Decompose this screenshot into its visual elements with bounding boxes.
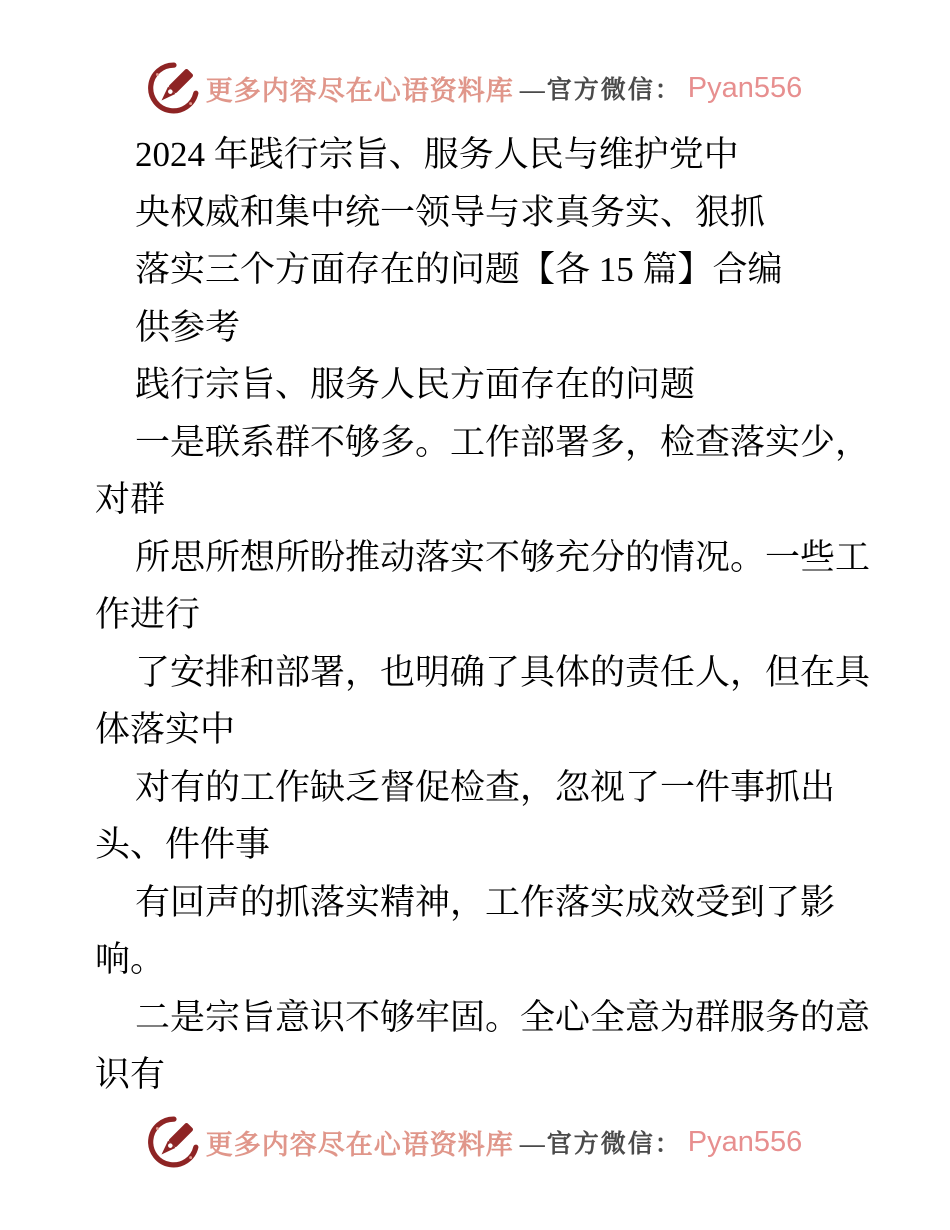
section-heading-line: 践行宗旨、服务人民方面存在的问题: [135, 365, 696, 404]
watermark-wechat-id: Pyan556: [687, 71, 803, 104]
pen-in-circle-logo-icon: [148, 1116, 200, 1168]
body-text-line: 对群: [95, 480, 166, 519]
watermark-separator-label: —官方微信：: [519, 1131, 682, 1158]
doc-title-line: 供参考: [135, 307, 241, 347]
watermark-site-label: 更多内容尽在心语资料库: [205, 1129, 514, 1160]
body-text-line: 识有: [95, 1055, 166, 1094]
doc-title-line: 央权威和集中统一领导与求真务实、狠抓: [135, 192, 766, 232]
doc-title-line: 2024 年践行宗旨、服务人民与维护党中: [135, 135, 739, 174]
body-text-line: 响。: [95, 940, 166, 979]
watermark-wechat-id: Pyan556: [687, 1125, 803, 1158]
body-text-line: 头、件件事: [95, 825, 271, 864]
document-body: [95, 126, 895, 1104]
body-text-line: 体落实中: [95, 710, 236, 749]
header-watermark: [0, 62, 950, 114]
doc-title-line: 落实三个方面存在的问题【各 15 篇】合编: [135, 250, 783, 289]
body-text-line: 二是宗旨意识不够牢固。全心全意为群服务的意: [135, 997, 871, 1037]
body-text-line: 对有的工作缺乏督促检查，忽视了一件事抓出: [135, 767, 836, 807]
watermark-separator-label: —官方微信：: [519, 77, 682, 104]
body-text-line: 了安排和部署，也明确了具体的责任人，但在具: [135, 652, 871, 692]
body-text-line: 所思所想所盼推动落实不够充分的情况。一些工: [135, 537, 871, 577]
body-text-line: 一是联系群不够多。工作部署多，检查落实少，: [135, 422, 871, 462]
body-text-line: 作进行: [95, 595, 201, 634]
body-text-line: 有回声的抓落实精神，工作落实成效受到了影: [135, 882, 836, 922]
footer-watermark: [0, 1116, 950, 1168]
pen-in-circle-logo-icon: [148, 62, 200, 114]
watermark-site-label: 更多内容尽在心语资料库: [205, 75, 514, 106]
